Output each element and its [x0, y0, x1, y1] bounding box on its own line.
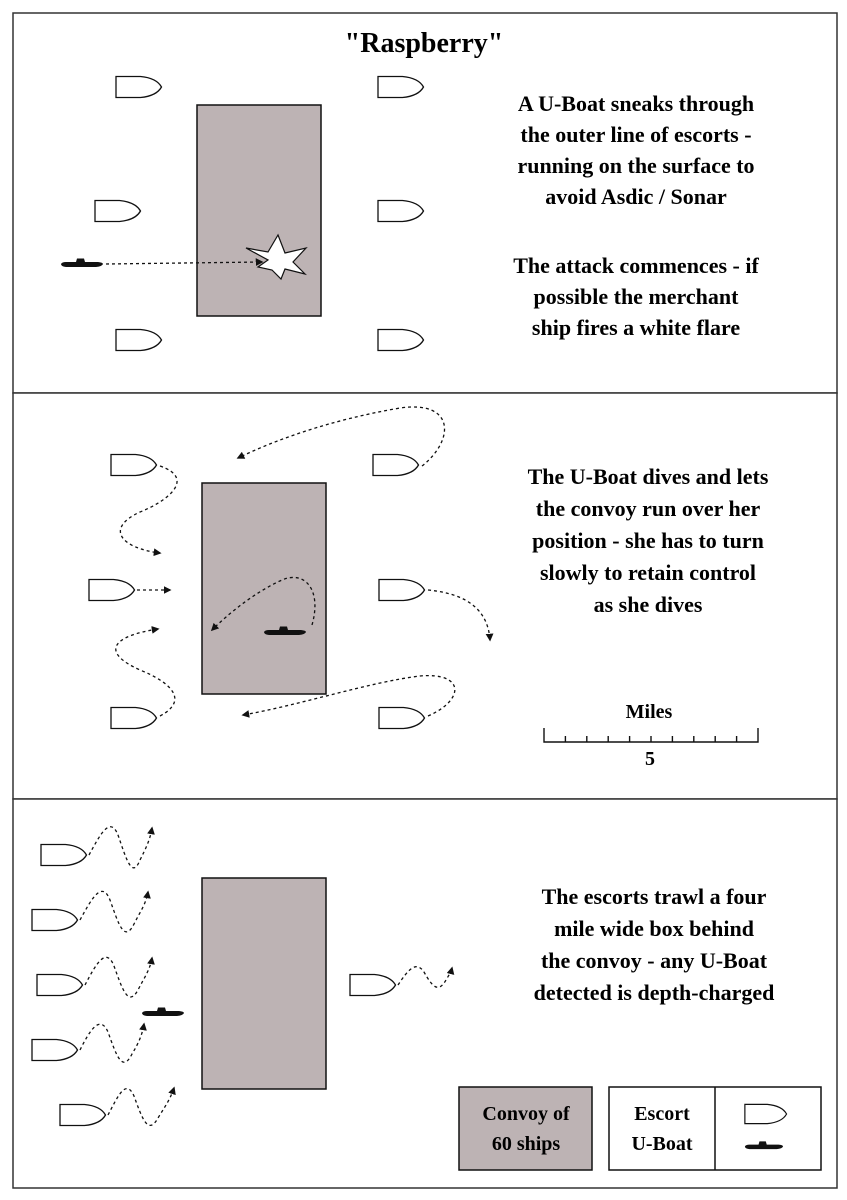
svg-text:position - she has to turn: position - she has to turn	[532, 528, 764, 553]
escort-ship	[379, 580, 425, 601]
escort-ship	[60, 1105, 106, 1126]
legend-escort-icon	[745, 1104, 787, 1123]
svg-text:ship fires a white flare: ship fires a white flare	[531, 315, 741, 340]
svg-text:detected is depth-charged: detected is depth-charged	[533, 980, 775, 1005]
convoy-box-1	[197, 105, 321, 316]
svg-text:as she dives: as she dives	[593, 592, 703, 617]
convoy-box-3	[202, 878, 326, 1089]
legend-convoy-label-2: 60 ships	[491, 1133, 561, 1155]
escort-ship	[37, 975, 83, 996]
escort-ship	[373, 455, 419, 476]
svg-text:slowly to retain control: slowly to retain control	[539, 560, 757, 585]
escort-ship	[111, 455, 157, 476]
legend-uboat-label: U-Boat	[631, 1133, 693, 1155]
escort-ship	[350, 975, 396, 996]
svg-text:the convoy - any U-Boat: the convoy - any U-Boat	[540, 948, 768, 973]
escort-ship	[378, 77, 424, 98]
svg-text:The attack commences - if: The attack commences - if	[513, 253, 759, 278]
scale-bar-label: Miles	[625, 701, 673, 723]
escort-ship	[89, 580, 135, 601]
svg-text:the convoy run over her: the convoy run over her	[535, 496, 761, 521]
escort-ship	[111, 708, 157, 729]
escort-ship	[32, 910, 78, 931]
svg-text:possible the merchant: possible the merchant	[533, 284, 739, 309]
svg-text:The U-Boat dives and lets: The U-Boat dives and lets	[527, 464, 769, 489]
escort-ship	[379, 708, 425, 729]
legend-convoy-swatch	[459, 1087, 592, 1170]
panel-phase-1	[13, 13, 837, 393]
escort-ship	[378, 201, 424, 222]
svg-text:A U-Boat sneaks through: A U-Boat sneaks through	[517, 91, 755, 116]
legend-escort-label: Escort	[634, 1103, 690, 1125]
escort-ship	[95, 201, 141, 222]
escort-ship	[378, 330, 424, 351]
legend	[459, 1087, 821, 1170]
panel-phase-2	[13, 393, 837, 799]
diagram-title: "Raspberry"	[344, 28, 504, 59]
escort-ship	[32, 1040, 78, 1061]
panel-phase-3	[13, 799, 837, 1188]
escort-ship	[116, 330, 162, 351]
svg-text:The escorts trawl a four: The escorts trawl a four	[541, 884, 767, 909]
svg-text:avoid Asdic / Sonar: avoid Asdic / Sonar	[545, 184, 727, 209]
scale-bar-value: 5	[645, 748, 655, 770]
escort-ship	[41, 845, 87, 866]
escort-ship	[116, 77, 162, 98]
svg-text:the outer line of escorts -: the outer line of escorts -	[520, 122, 752, 147]
svg-text:running on the surface to: running on the surface to	[517, 153, 755, 178]
convoy-box-2	[202, 483, 326, 694]
legend-convoy-label-1: Convoy of	[482, 1103, 570, 1125]
svg-text:mile wide box behind: mile wide box behind	[554, 916, 754, 941]
